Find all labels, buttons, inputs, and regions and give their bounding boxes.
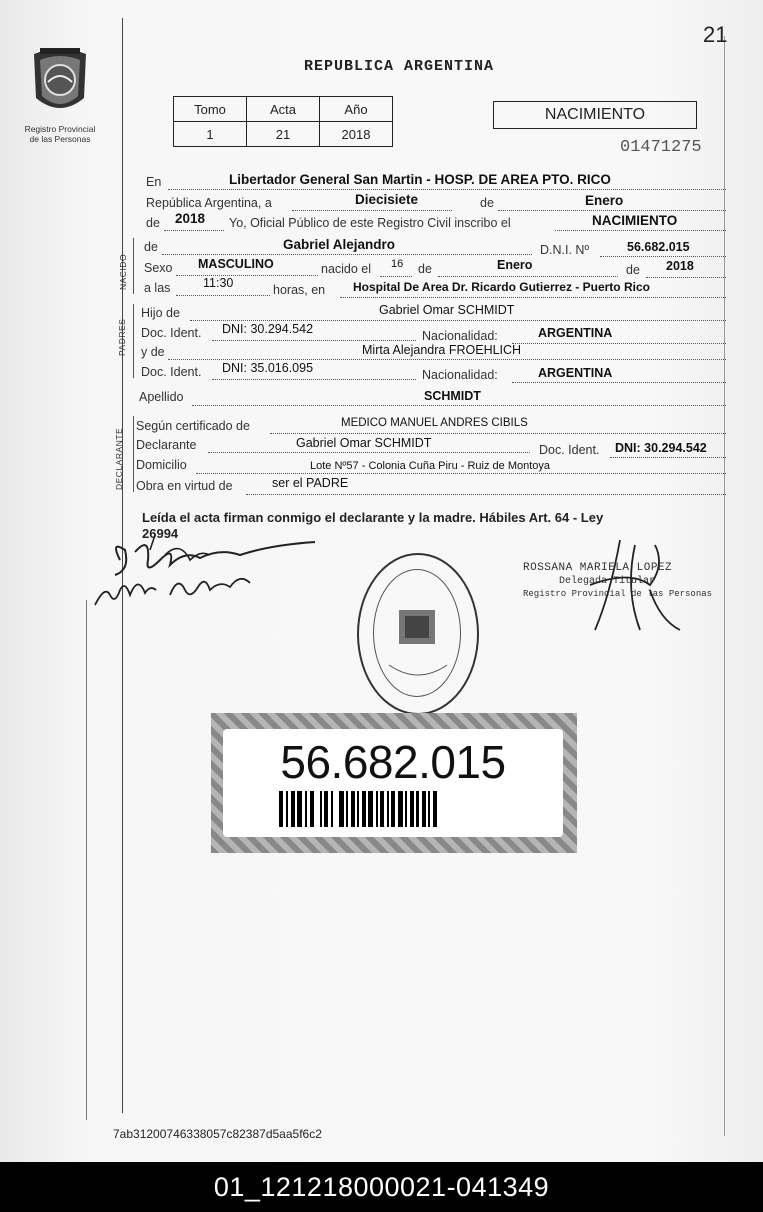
emblem-caption-1: Registro Provincial	[24, 124, 96, 134]
dotted-line	[246, 494, 726, 495]
mother-signature	[90, 565, 270, 615]
footer-id: 01_121218000021-041349	[0, 1162, 763, 1212]
nacionalidad-label: Nacionalidad:	[422, 329, 498, 343]
round-seal	[357, 553, 479, 715]
padre-nac-value: ARGENTINA	[538, 326, 613, 340]
emblem-caption-2: de las Personas	[29, 134, 91, 144]
sexo-label: Sexo	[144, 261, 173, 275]
nac-anio-value: 2018	[666, 259, 694, 273]
dotted-line	[168, 189, 726, 190]
de2-label: de	[146, 216, 160, 230]
hora-value: 11:30	[203, 276, 234, 290]
decl-doc-value: DNI: 30.294.542	[615, 441, 707, 455]
a-las-label: a las	[144, 281, 171, 295]
apellido-label: Apellido	[139, 390, 184, 404]
madre-nac-value: ARGENTINA	[538, 366, 613, 380]
right-edge-line	[724, 36, 725, 1136]
hash-code: 7ab31200746338057c82387d5aa5f6c2	[113, 1127, 322, 1141]
dotted-line	[192, 405, 726, 406]
sexo-value: MASCULINO	[198, 257, 274, 271]
obra-label: Obra en virtud de	[136, 479, 233, 493]
register-table	[173, 96, 393, 147]
en-label: En	[146, 175, 162, 189]
dotted-line	[208, 452, 530, 453]
nacionalidad2-label: Nacionalidad:	[422, 368, 498, 382]
nacido-section-label: NACIDO	[118, 253, 128, 290]
apellido-value: SCHMIDT	[424, 389, 481, 403]
stamp-line-2: Delegada Titular	[559, 576, 656, 587]
republica-label: República Argentina, a	[146, 196, 272, 210]
section-bracket	[133, 416, 134, 492]
header-title: REPUBLICA ARGENTINA	[304, 58, 495, 75]
dotted-line	[212, 379, 416, 380]
madre-value: Mirta Alejandra FROEHLICH	[362, 343, 522, 357]
de-label: de	[480, 196, 494, 210]
dotted-line	[176, 295, 270, 296]
domicilio-value: Lote Nº57 - Colonia Cuña Piru - Ruiz de Montoya	[310, 460, 551, 472]
nombre-value: Gabriel Alejandro	[283, 237, 396, 252]
stamp-line-3: Registro Provincial de las Personas	[523, 589, 713, 599]
declarante-section-label: DECLARANTE	[114, 427, 124, 490]
domicilio-label: Domicilio	[136, 458, 187, 472]
dotted-line	[512, 382, 726, 383]
inscribo-value: NACIMIENTO	[592, 213, 678, 228]
nac-dia-value: 16	[391, 258, 404, 270]
padres-section-label: PADRES	[117, 318, 127, 356]
misiones-seal-icon	[20, 40, 100, 120]
doc-ident-label: Doc. Ident.	[141, 326, 202, 340]
dotted-line	[340, 297, 726, 298]
en-value: Libertador General San Martin - HOSP. DE AREA PTO. RICO	[229, 172, 611, 187]
padre-value: Gabriel Omar SCHMIDT	[379, 303, 515, 317]
table-value-tomo: 1	[174, 122, 247, 147]
closing-text-1: Leída el acta firman conmigo el declarante y la madre. Hábiles Art. 64 - Ley	[142, 510, 604, 525]
stamp-line-1: ROSSANA MARIELA LOPEZ	[523, 562, 673, 574]
dni-label: D.N.I. Nº	[540, 243, 590, 257]
table-value-acta: 21	[247, 122, 320, 147]
hijo-de-label: Hijo de	[141, 306, 180, 320]
anio-value: 2018	[175, 211, 206, 226]
de-nombre-label: de	[144, 240, 158, 254]
dotted-line	[555, 230, 726, 231]
mes-value: Enero	[585, 193, 624, 208]
page-number: 21	[703, 22, 728, 47]
dotted-line	[600, 256, 726, 257]
de3-label: de	[418, 262, 432, 276]
dotted-line	[190, 320, 726, 321]
de4-label: de	[626, 263, 640, 277]
y-de-label: y de	[141, 345, 165, 359]
dotted-line	[168, 359, 726, 360]
dotted-line	[212, 340, 416, 341]
dotted-line	[498, 210, 726, 211]
dotted-line	[512, 343, 726, 344]
certificado-label: Según certificado de	[136, 419, 250, 433]
obra-value: ser el PADRE	[272, 476, 349, 490]
dotted-line	[270, 433, 726, 434]
dotted-line	[380, 276, 412, 277]
dotted-line	[292, 210, 452, 211]
dotted-line	[646, 277, 726, 278]
dotted-line	[610, 457, 726, 458]
official-signature	[580, 535, 690, 640]
table-value-anio: 2018	[320, 122, 393, 147]
nac-mes-value: Enero	[497, 258, 533, 272]
dotted-line	[196, 473, 726, 474]
section-bracket	[133, 304, 134, 378]
decl-doc-label: Doc. Ident.	[539, 443, 600, 457]
madre-doc-value: DNI: 35.016.095	[222, 361, 314, 375]
dni-value: 56.682.015	[627, 240, 690, 254]
oficial-text: Yo, Oficial Público de este Registro Civil inscribo el	[229, 216, 511, 230]
doc-ident2-label: Doc. Ident.	[141, 365, 202, 379]
barcode	[279, 791, 437, 827]
dotted-line	[164, 230, 224, 231]
sticker-number: 56.682.015	[280, 736, 506, 788]
lugar-value: Hospital De Area Dr. Ricardo Gutierrez - Puerto Rico	[353, 280, 650, 294]
closing-text-2: 26994	[142, 526, 179, 541]
seal-icon	[359, 555, 477, 713]
declarante-value: Gabriel Omar SCHMIDT	[296, 436, 432, 450]
margin-line-lower	[86, 600, 87, 1120]
emblem	[20, 40, 100, 144]
horas-en-label: horas, en	[273, 283, 326, 297]
dotted-line	[162, 254, 532, 255]
table-header-acta: Acta	[247, 97, 320, 122]
declarante-label: Declarante	[136, 438, 197, 452]
dotted-line	[176, 275, 318, 276]
dotted-line	[438, 276, 618, 277]
nacido-el-label: nacido el	[321, 262, 372, 276]
table-header-tomo: Tomo	[174, 97, 247, 122]
table-header-anio: Año	[320, 97, 393, 122]
act-type-box: NACIMIENTO	[493, 101, 697, 129]
serial-number: 01471275	[620, 138, 702, 157]
section-bracket	[133, 238, 134, 294]
id-sticker	[211, 713, 577, 853]
dia-value: Diecisiete	[355, 192, 419, 207]
padre-doc-value: DNI: 30.294.542	[222, 322, 314, 336]
certificado-value: MEDICO MANUEL ANDRES CIBILS	[341, 417, 528, 429]
